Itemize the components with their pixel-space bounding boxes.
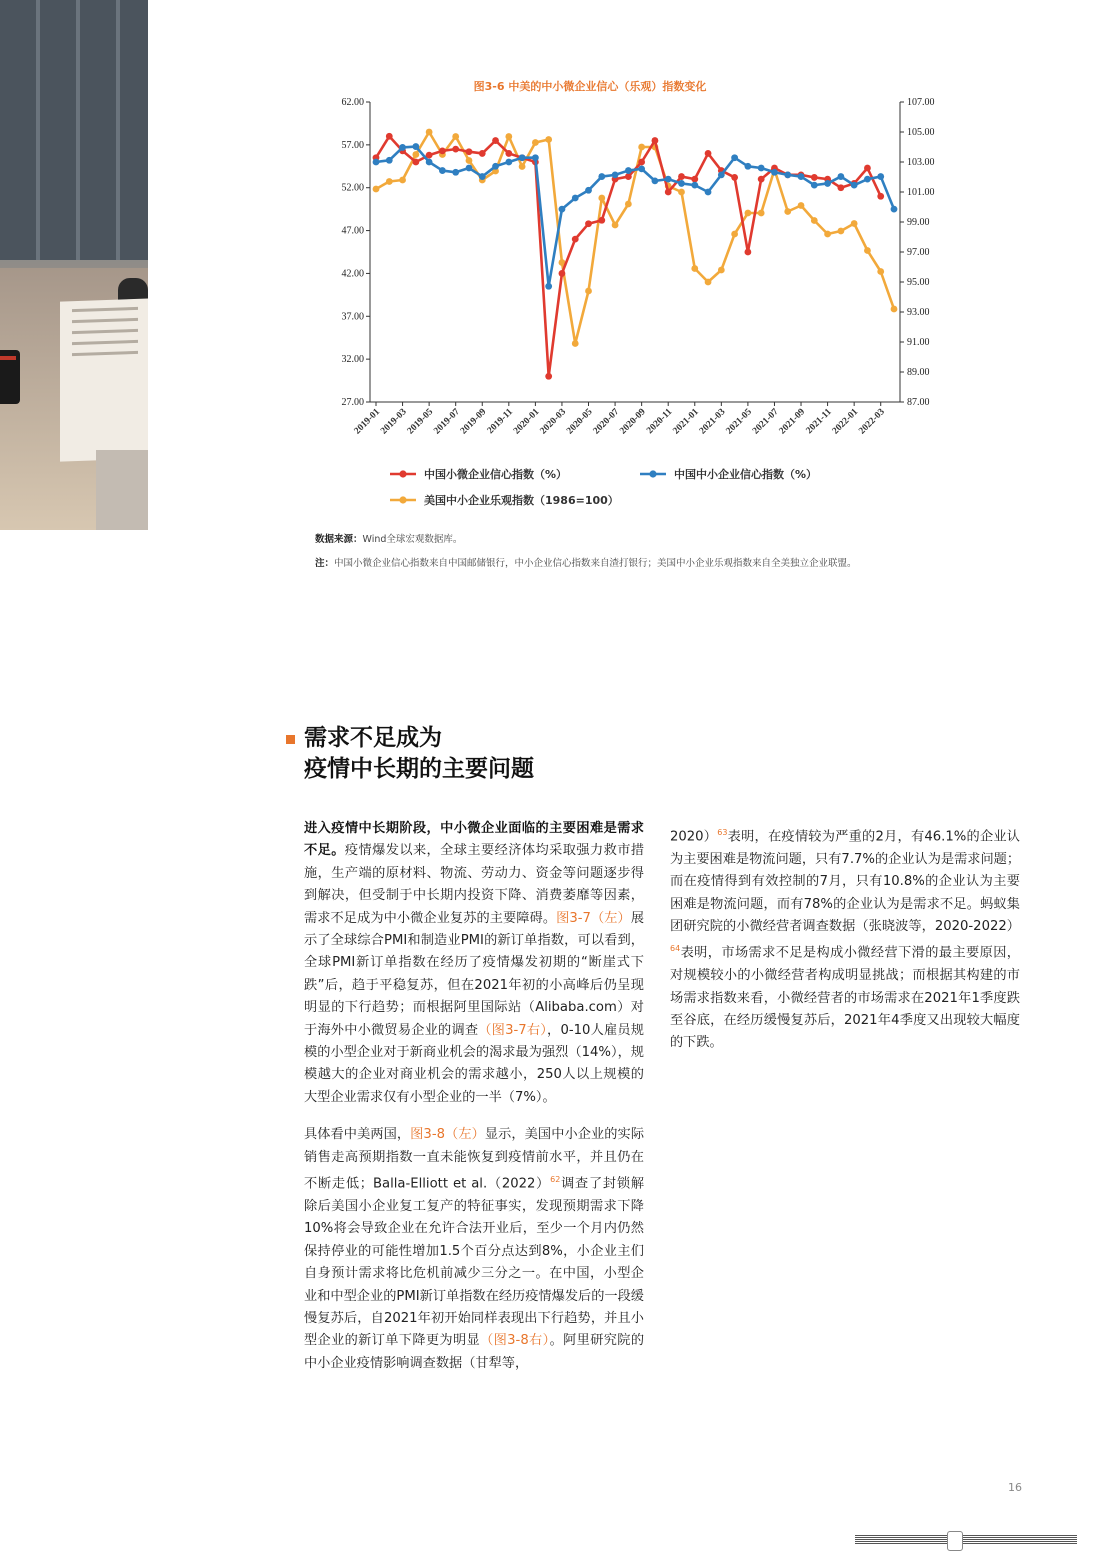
x-tick-label: 2021-07 xyxy=(751,407,781,437)
y-left-tick-label: 47.00 xyxy=(341,225,364,237)
y-right-tick-label: 87.00 xyxy=(907,397,930,408)
para3-text-a: 2020） xyxy=(670,829,718,845)
series-point xyxy=(585,220,592,227)
series-point xyxy=(612,171,619,178)
series-point xyxy=(851,182,858,189)
y-right-tick-label: 105.00 xyxy=(907,127,935,138)
legend-label: 中国中小企业信心指数（%） xyxy=(674,468,818,481)
series-point xyxy=(864,165,871,172)
series-point xyxy=(718,171,725,178)
chart-title: 图3-6 中美的中小微企业信心（乐观）指数变化 xyxy=(473,80,707,93)
figure-link-3-7-right[interactable]: （图3-7右） xyxy=(478,1022,548,1038)
series-point xyxy=(598,173,605,180)
y-right-tick-label: 95.00 xyxy=(907,277,930,288)
chart-note xyxy=(315,555,857,569)
series-point xyxy=(452,133,459,140)
series-point xyxy=(439,167,446,174)
para3-text-b: 表明，在疫情较为严重的2月，有46.1%的企业认为主要困难是物流问题，只有7.7%的企业认为是需求问题；而在疫情得到有效控制的7月，只有10.8%的企业认为主要困难是物流问题，而有78%的企业认为是需求不足。蚂蚁集团研究院的小微经营者调查数据（张晓波等，2020-2022） xyxy=(670,829,1021,935)
stand-block xyxy=(96,450,148,530)
x-tick-label: 2020-07 xyxy=(591,407,622,437)
series-point xyxy=(891,206,898,213)
legend-label: 美国中小企业乐观指数（1986=100） xyxy=(424,494,619,507)
series-point xyxy=(386,178,393,185)
series-point xyxy=(572,236,579,243)
source-label: 数据来源： xyxy=(315,534,363,545)
footnote-ref-63[interactable]: 63 xyxy=(717,828,728,837)
y-left-tick-label: 32.00 xyxy=(341,354,364,366)
para3-text-c: 表明，市场需求不足是构成小微经营下滑的最主要原因，对规模较小的小微经营者构成明显挑战；而根据其构建的市场需求指数来看，小微经营者的市场需求在2021年1季度跌至谷底，在经历缓慢复苏后，2021年4季度又出现较大幅度的下跌。 xyxy=(670,945,1020,1051)
series-point xyxy=(466,157,473,164)
paragraph-1 xyxy=(304,818,644,1109)
window-frame xyxy=(0,0,148,260)
para1-text-a: 疫情爆发以来，全球主要经济体均采取强力救市措施，生产端的原材料、物流、劳动力、资金等问题逐步得到解决，但受制于中长期内投资下降、消费萎靡等因素，需求不足成为中小微企业复苏的主要障碍。 xyxy=(304,843,645,926)
series-point xyxy=(877,193,884,200)
x-tick-label: 2021-05 xyxy=(724,407,755,437)
series-point xyxy=(452,146,459,153)
series-point xyxy=(625,201,632,208)
scrollbar-track[interactable] xyxy=(855,1535,1077,1545)
series-point xyxy=(718,267,725,274)
y-right-tick-label: 101.00 xyxy=(907,187,935,198)
series-point xyxy=(439,147,446,154)
series-point xyxy=(519,154,526,161)
series-point xyxy=(744,210,751,217)
x-tick-label: 2022-03 xyxy=(857,407,887,437)
series-point xyxy=(864,247,871,254)
y-right-tick-label: 99.00 xyxy=(907,217,930,228)
series-point xyxy=(864,176,871,183)
y-right-tick-label: 93.00 xyxy=(907,307,930,318)
series-point xyxy=(691,182,698,189)
series-point xyxy=(798,202,805,209)
legend-swatch-dot xyxy=(649,470,656,477)
figure-link-3-8-left[interactable]: 图3-8（左） xyxy=(410,1127,485,1143)
legend-swatch-dot xyxy=(399,496,406,503)
series-point xyxy=(665,189,672,196)
body-column-left xyxy=(304,818,644,1390)
para1-text-c: ，0-10人雇员规模的小型企业对于新商业机会的渴求最为强烈（14%），规模越大的企业对商业机会的需求越小，250人以上规模的大型企业需求仅有小型企业的一半（7%）。 xyxy=(304,1022,644,1105)
x-tick-label: 2020-09 xyxy=(618,407,648,437)
series-point xyxy=(744,249,751,256)
x-tick-label: 2019-03 xyxy=(379,407,409,437)
x-tick-label: 2019-09 xyxy=(458,407,489,437)
cover-photo xyxy=(0,0,148,530)
series-point xyxy=(598,195,605,202)
section-title-line1: 需求不足成为 xyxy=(304,725,442,751)
section-marker xyxy=(286,735,295,744)
paragraph-2 xyxy=(304,1124,644,1375)
series-point xyxy=(877,268,884,275)
legend-swatch-dot xyxy=(399,470,406,477)
series-point xyxy=(837,173,844,180)
series-point xyxy=(691,176,698,183)
series-point xyxy=(678,173,685,180)
series-point xyxy=(877,173,884,180)
source-text: Wind全球宏观数据库。 xyxy=(362,534,463,545)
x-tick-label: 2021-03 xyxy=(697,407,728,437)
series-point xyxy=(638,159,645,166)
x-tick-label: 2019-07 xyxy=(432,407,462,437)
series-point xyxy=(612,222,619,229)
series-point xyxy=(426,159,433,166)
series-point xyxy=(545,283,552,290)
y-right-tick-label: 107.00 xyxy=(907,97,935,108)
y-left-tick-label: 37.00 xyxy=(341,311,364,323)
x-tick-label: 2019-11 xyxy=(485,407,515,437)
series-point xyxy=(466,165,473,172)
para1-text-b: 展示了全球综合PMI和制造业PMI的新订单指数，可以看到，全球PMI新订单指数在经历了疫情爆发初期的“断崖式下跌”后，趋于平稳复苏，但在2021年初的小高峰后仍呈现明显的下行趋势；而根据阿里国际站（Alibaba.com）对于海外中小微贸易企业的调查 xyxy=(304,910,644,1038)
series-point xyxy=(572,340,579,347)
series-point xyxy=(505,159,512,166)
page-number: 16 xyxy=(1008,1481,1022,1494)
y-left-tick-label: 42.00 xyxy=(341,268,364,280)
series-point xyxy=(452,169,459,176)
series-point xyxy=(532,154,539,161)
table-card xyxy=(60,298,148,461)
series-point xyxy=(758,210,765,217)
series-point xyxy=(798,173,805,180)
series-point xyxy=(705,150,712,157)
series-point xyxy=(412,159,419,166)
series-point xyxy=(771,169,778,176)
series-point xyxy=(399,144,406,151)
series-point xyxy=(705,279,712,286)
y-right-tick-label: 97.00 xyxy=(907,247,930,258)
series-point xyxy=(691,265,698,272)
section-title-line2: 疫情中长期的主要问题 xyxy=(304,756,534,782)
series-point xyxy=(638,165,645,172)
horizontal-scrollbar[interactable] xyxy=(855,1535,1077,1545)
para2-text-c: 调查了封锁解除后美国小企业复工复产的特征事实，发现预期需求下降10%将会导致企业在允许合法开业后，至少一个月内仍然保持停业的可能性增加1.5个百分点达到8%，小企业主们自身预计需求将比危机前减少三分之一。在中国，小型企业和中型企业的PMI新订单指数在经历疫情爆发后的一段缓慢复苏后，自2021年初开始同样表现出下行趋势，并且小型企业的新订单下降更为明显 xyxy=(304,1176,645,1349)
x-tick-label: 2021-09 xyxy=(777,407,808,437)
series-point xyxy=(731,174,738,181)
series-point xyxy=(426,129,433,136)
series-point xyxy=(492,163,499,170)
para2-text-a: 具体看中美两国， xyxy=(304,1127,411,1143)
series-point xyxy=(545,136,552,143)
series-point xyxy=(891,306,898,313)
footnote-ref-64[interactable]: 64 xyxy=(670,944,681,954)
series-point xyxy=(466,148,473,155)
series-point xyxy=(811,174,818,181)
series-point xyxy=(572,195,579,202)
note-text: 中国小微企业信心指数来自中国邮储银行，中小企业信心指数来自渣打银行；美国中小企业乐观指数来自全美独立企业联盟。 xyxy=(334,558,857,569)
series-point xyxy=(519,163,526,170)
series-point xyxy=(559,206,566,213)
series-point xyxy=(758,165,765,172)
para2-text-d: 。阿里研究院的中小企业疫情影响调查数据（甘犁等， xyxy=(304,1333,645,1371)
series-point xyxy=(837,228,844,235)
series-point xyxy=(784,171,791,178)
series-point xyxy=(824,231,831,238)
series-point xyxy=(744,163,751,170)
series-point xyxy=(625,167,632,174)
series-point xyxy=(373,159,380,166)
y-left-tick-label: 57.00 xyxy=(341,139,364,151)
series-point xyxy=(559,270,566,277)
y-left-tick-label: 27.00 xyxy=(341,397,364,408)
note-label: 注： xyxy=(315,558,335,569)
x-tick-label: 2020-05 xyxy=(565,407,595,437)
series-point xyxy=(758,176,765,183)
x-tick-label: 2021-11 xyxy=(804,407,834,437)
x-tick-label: 2019-01 xyxy=(352,407,383,437)
paragraph-3 xyxy=(670,822,1020,1055)
series-point xyxy=(505,133,512,140)
series-point xyxy=(625,173,632,180)
y-left-tick-label: 52.00 xyxy=(341,182,364,194)
section-title xyxy=(304,723,534,785)
series-point xyxy=(585,187,592,194)
figure-link-3-7-left[interactable]: 图3-7（左） xyxy=(556,910,631,926)
y-right-tick-label: 103.00 xyxy=(907,157,935,168)
x-tick-label: 2020-03 xyxy=(538,407,569,437)
x-tick-label: 2021-01 xyxy=(671,407,701,437)
series-point xyxy=(731,231,738,238)
series-point xyxy=(678,180,685,187)
series-point xyxy=(479,173,486,180)
series-point xyxy=(678,189,685,196)
mug xyxy=(0,350,20,404)
series-point xyxy=(479,150,486,157)
series-line xyxy=(376,132,894,344)
series-point xyxy=(598,217,605,224)
series-point xyxy=(811,217,818,224)
series-point xyxy=(412,143,419,150)
footnote-ref-62[interactable]: 62 xyxy=(550,1175,561,1185)
para1-lead: 进入疫情中长期阶段，中小微企业面临的主要困难是需求不足。 xyxy=(304,821,644,859)
series-point xyxy=(386,133,393,140)
data-source xyxy=(315,531,462,545)
para2-text-b: 显示，美国中小企业的实际销售走高预期指数一直未能恢复到疫情前水平，并且仍在不断走低；Balla-Elliott et al.（2022） xyxy=(304,1127,645,1192)
body-column-right xyxy=(670,822,1020,1070)
x-tick-label: 2019-05 xyxy=(405,407,436,437)
series-point xyxy=(731,154,738,161)
confidence-index-chart xyxy=(310,90,950,520)
x-tick-label: 2020-11 xyxy=(645,407,675,437)
y-left-tick-label: 62.00 xyxy=(341,97,364,108)
series-point xyxy=(505,150,512,157)
figure-link-3-8-right[interactable]: （图3-8右） xyxy=(480,1333,550,1349)
series-point xyxy=(532,139,539,146)
y-right-tick-label: 91.00 xyxy=(907,337,930,348)
scrollbar-thumb[interactable] xyxy=(947,1531,963,1551)
series-point xyxy=(811,182,818,189)
series-point xyxy=(837,184,844,191)
series-point xyxy=(638,144,645,151)
y-right-tick-label: 89.00 xyxy=(907,367,930,378)
series-point xyxy=(665,176,672,183)
series-point xyxy=(386,157,393,164)
series-point xyxy=(492,137,499,144)
legend-label: 中国小微企业信心指数（%） xyxy=(424,468,568,481)
series-point xyxy=(399,177,406,184)
series-point xyxy=(652,177,659,184)
series-point xyxy=(784,208,791,215)
series-point xyxy=(851,220,858,227)
series-point xyxy=(412,151,419,158)
series-point xyxy=(652,137,659,144)
series-point xyxy=(705,189,712,196)
series-point xyxy=(824,180,831,187)
series-point xyxy=(585,288,592,295)
series-point xyxy=(373,186,380,193)
x-tick-label: 2020-01 xyxy=(512,407,542,437)
series-point xyxy=(545,373,552,380)
x-tick-label: 2022-01 xyxy=(830,407,861,437)
